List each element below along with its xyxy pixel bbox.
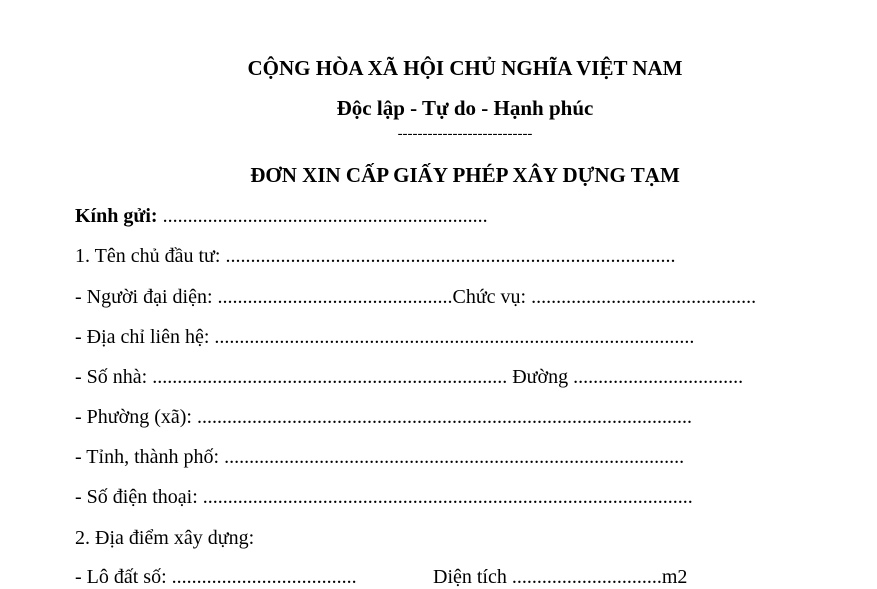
ward-line: - Phường (xã): ................................................................................................... — [75, 406, 692, 428]
heading-separator: --------------------------- — [397, 126, 533, 142]
location-heading: 2. Địa điểm xây dựng: — [75, 527, 255, 549]
position-field: Chức vụ: ............................................. — [452, 286, 757, 308]
motto-heading: Độc lập - Tự do - Hạnh phúc — [336, 96, 594, 120]
recipient-field: ................................................................. — [157, 205, 488, 227]
phone-line: - Số điện thoại: .................................................................................................. — [75, 486, 693, 508]
recipient-label: Kính gửi: — [75, 205, 158, 227]
lot-line — [75, 565, 688, 589]
recipient-line — [75, 204, 488, 228]
document-title: ĐƠN XIN CẤP GIẤY PHÉP XÂY DỰNG TẠM — [250, 163, 680, 187]
house-number-line: - Số nhà: ....................................................................... Đường .................................. — [75, 366, 744, 388]
representative-line — [75, 285, 756, 309]
nation-heading: CỘNG HÒA XÃ HỘI CHỦ NGHĨA VIỆT NAM — [247, 56, 683, 80]
representative-field: - Người đại diện: ............................................... — [75, 286, 453, 308]
city-line: - Tỉnh, thành phố: ............................................................................................ — [75, 446, 685, 468]
owner-line: 1. Tên chủ đầu tư: .......................................................................................... — [75, 245, 676, 267]
lot-number-field: - Lô đất số: ..................................... — [75, 566, 357, 588]
area-field: Diện tích ..............................m2 — [433, 566, 688, 588]
contact-address-line: - Địa chỉ liên hệ: ................................................................................................ — [75, 326, 695, 348]
